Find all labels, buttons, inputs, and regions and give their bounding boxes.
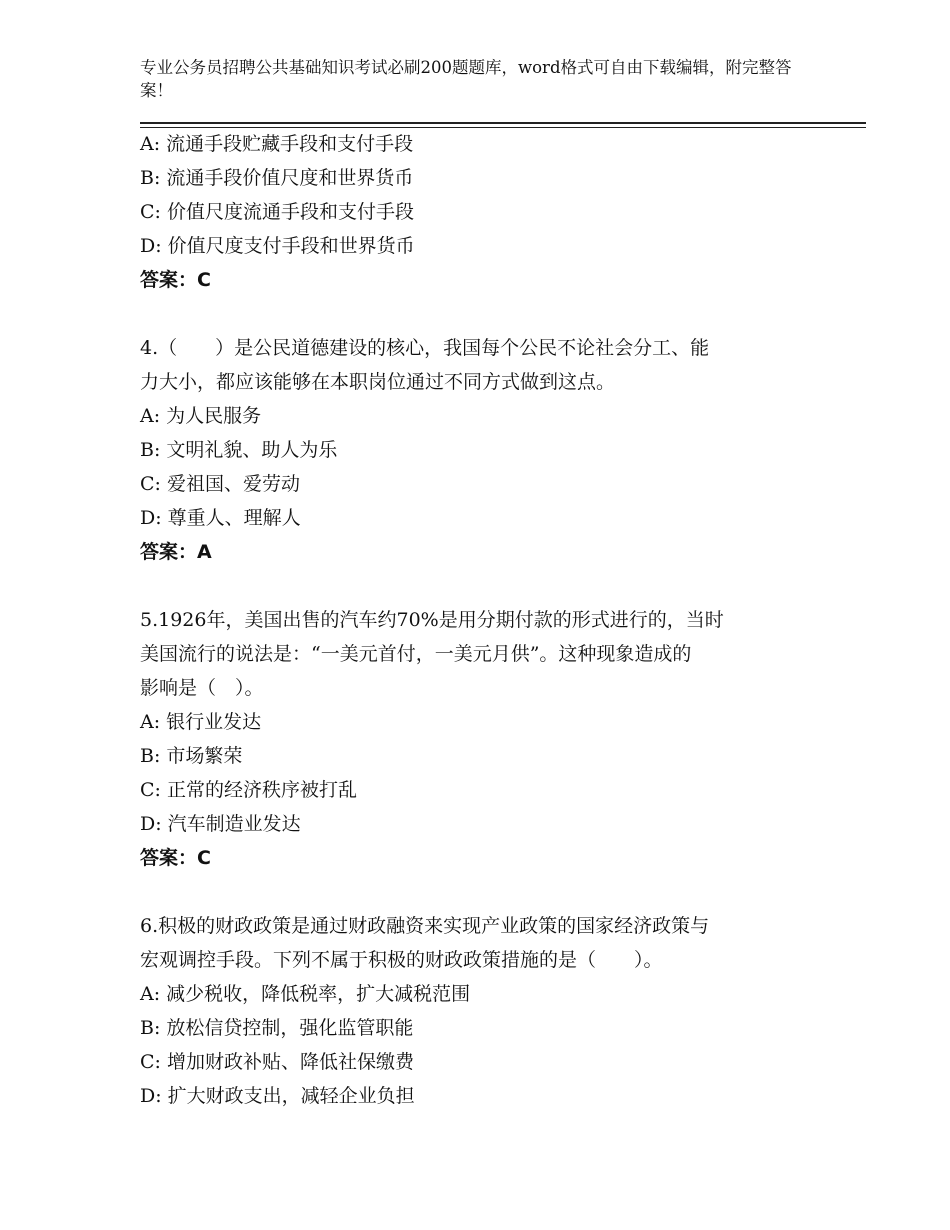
document-body (140, 127, 800, 1113)
option-b: B: 放松信贷控制，强化监管职能 (140, 1017, 414, 1039)
question-text-line: 6.积极的财政政策是通过财政融资来实现产业政策的国家经济政策与 (140, 915, 710, 937)
answer-label: 答案：C (140, 269, 211, 291)
question-text-line: 影响是（ ）。 (140, 677, 264, 699)
option-d: D: 扩大财政支出，减轻企业负担 (140, 1085, 415, 1107)
option-a: A: 流通手段贮藏手段和支付手段 (140, 133, 414, 155)
option-d: D: 尊重人、理解人 (140, 507, 301, 529)
question-text-line: 5.1926年，美国出售的汽车约70%是用分期付款的形式进行的，当时 (140, 609, 724, 631)
option-a: A: 银行业发达 (140, 711, 262, 733)
document-header: 专业公务员招聘公共基础知识考试必刷200题题库，word格式可自由下载编辑，附完整答案！ (140, 58, 792, 100)
option-b: B: 文明礼貌、助人为乐 (140, 439, 338, 461)
option-b: B: 流通手段价值尺度和世界货币 (140, 167, 414, 189)
answer-label: 答案：A (140, 541, 212, 563)
option-c: C: 价值尺度流通手段和支付手段 (140, 201, 414, 223)
option-d: D: 汽车制造业发达 (140, 813, 301, 835)
option-d: D: 价值尺度支付手段和世界货币 (140, 235, 415, 257)
question-5 (140, 603, 800, 875)
option-a: A: 减少税收，降低税率，扩大减税范围 (140, 983, 471, 1005)
question-text-line: 力大小，都应该能够在本职岗位通过不同方式做到这点。 (140, 371, 616, 393)
option-c: C: 增加财政补贴、降低社保缴费 (140, 1051, 414, 1073)
question-text-line: 美国流行的说法是：“一美元首付，一美元月供”。这种现象造成的 (140, 643, 692, 665)
question-text-line: 4.（ ）是公民道德建设的核心，我国每个公民不论社会分工、能 (140, 337, 710, 359)
question-6 (140, 909, 800, 1113)
option-c: C: 正常的经济秩序被打乱 (140, 779, 357, 801)
question-4 (140, 331, 800, 569)
header-divider-thick (140, 122, 866, 124)
option-b: B: 市场繁荣 (140, 745, 243, 767)
previous-question-block (140, 127, 800, 297)
option-c: C: 爱祖国、爱劳动 (140, 473, 300, 495)
option-a: A: 为人民服务 (140, 405, 262, 427)
answer-label: 答案：C (140, 847, 211, 869)
question-text-line: 宏观调控手段。下列不属于积极的财政政策措施的是（ ）。 (140, 949, 663, 971)
